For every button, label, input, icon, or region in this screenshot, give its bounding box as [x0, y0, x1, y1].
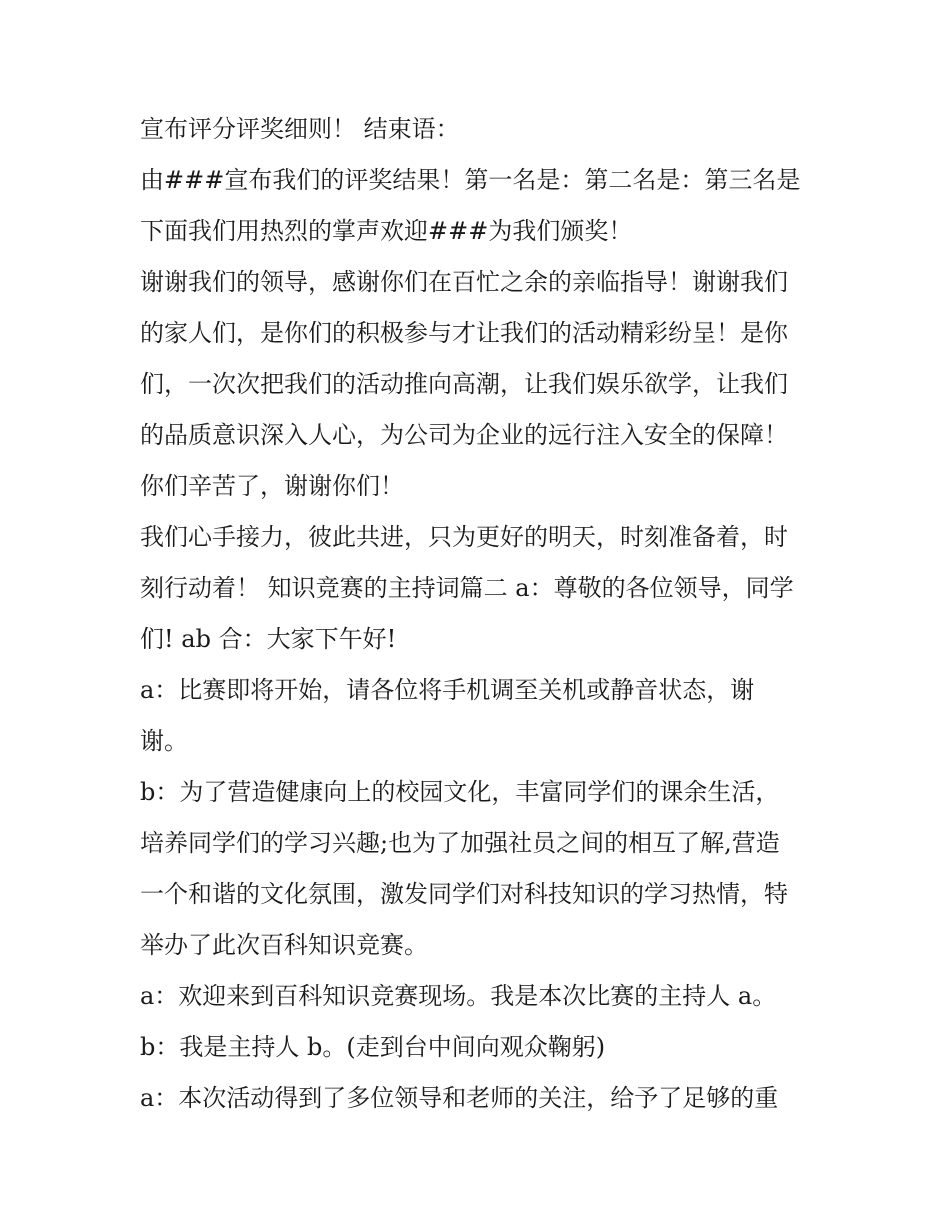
document-body — [140, 104, 830, 1124]
text-line: 你们辛苦了，谢谢你们！ — [140, 472, 404, 500]
text-line: a：欢迎来到百科知识竞赛现场。我是本次比赛的主持人 a。 — [140, 982, 777, 1010]
text-line: 的家人们，是你们的积极参与才让我们的活动精彩纷呈！是你 — [140, 319, 788, 347]
text-line: 谢谢我们的领导，感谢你们在百忙之余的亲临指导！谢谢我们 — [140, 268, 788, 296]
text-line: 们，一次次把我们的活动推向高潮，让我们娱乐欲学，让我们 — [140, 370, 788, 398]
text-line: 谢。 — [140, 727, 188, 755]
text-line: b：我是主持人 b。(走到台中间向观众鞠躬) — [140, 1033, 606, 1061]
text-line: 们! ab 合：大家下午好! — [140, 625, 397, 653]
text-line: 由###宣布我们的评奖结果！第一名是：第二名是：第三名是 — [140, 166, 801, 194]
text-line: 一个和谐的文化氛围，激发同学们对科技知识的学习热情，特 — [140, 880, 788, 908]
text-line: 举办了此次百科知识竞赛。 — [140, 931, 428, 959]
text-line: b：为了营造健康向上的校园文化，丰富同学们的课余生活， — [140, 778, 780, 806]
text-line: 下面我们用热烈的掌声欢迎###为我们颁奖！ — [140, 217, 633, 245]
text-line: 培养同学们的学习兴趣;也为了加强社员之间的相互了解,营造 — [140, 829, 780, 857]
text-line: a：比赛即将开始，请各位将手机调至关机或静音状态，谢 — [140, 676, 755, 704]
text-line: a：本次活动得到了多位领导和老师的关注，给予了足够的重 — [140, 1084, 779, 1112]
text-line: 宣布评分评奖细则！ 结束语： — [140, 115, 460, 143]
text-line: 刻行动着！ 知识竞赛的主持词篇二 a：尊敬的各位领导，同学 — [140, 574, 794, 602]
text-line: 的品质意识深入人心，为公司为企业的远行注入安全的保障！ — [140, 421, 788, 449]
text-line: 我们心手接力，彼此共进，只为更好的明天，时刻准备着，时 — [140, 523, 788, 551]
